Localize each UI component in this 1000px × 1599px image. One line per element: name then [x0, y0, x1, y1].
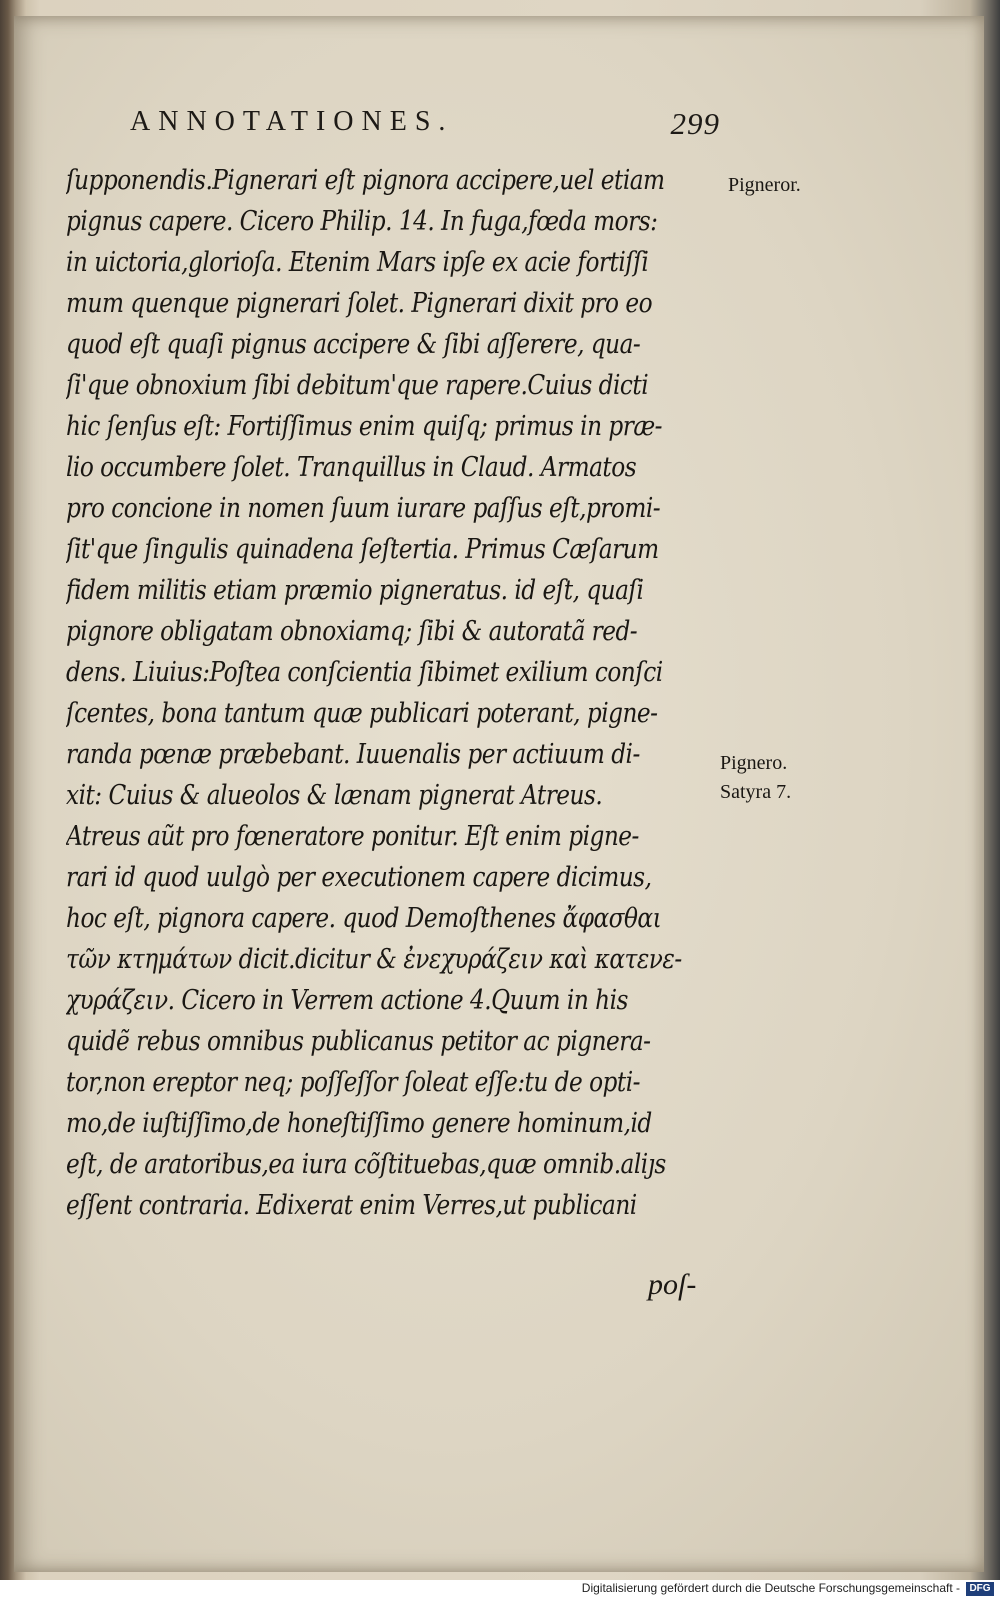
body-text: [66, 160, 716, 1226]
dfg-logo: DFG: [966, 1582, 994, 1596]
footer-bar: [0, 1580, 1000, 1599]
margin-note-pignero: Pignero.: [720, 752, 788, 774]
text-line: randa pœnæ præbebant. Iuuenalis per actiuum di-: [66, 739, 640, 770]
text-line: ſcentes, bona tantum quæ publicari poterant, pigne-: [66, 698, 658, 729]
text-line: ſupponendis.Pignerari eſt pignora accipere,uel etiam: [66, 165, 665, 196]
text-line: τῶν κτημάτων dicit.dicitur & ἐνεχυράζειν καὶ κατενε-: [66, 944, 682, 975]
text-line: hoc eſt, pignora capere. quod Demoſthenes ἄφασθαι: [66, 903, 662, 934]
text-line: quidẽ rebus omnibus publicanus petitor ac pignera-: [66, 1026, 651, 1057]
running-head: [130, 106, 720, 150]
text-line: lio occumbere ſolet. Tranquillus in Claud. Armatos: [66, 452, 637, 483]
text-line: χυράζειν. Cicero in Verrem actione 4.Quum in his: [66, 985, 628, 1016]
text-line: ſi'que obnoxium ſibi debitum'que rapere.Cuius dicti: [66, 370, 649, 401]
text-line: fidem militis etiam præmio pigneratus. id eſt, quaſi: [66, 575, 644, 606]
catchword: poſ-: [648, 1268, 697, 1301]
text-line: hic ſenſus eſt: Fortiſſimus enim quiſq; primus in præ-: [66, 411, 662, 442]
text-line: pro concione in nomen ſuum iurare paſſus eſt,promi-: [66, 493, 661, 524]
text-line: xit: Cuius & alueolos & lænam pignerat Atreus.: [66, 780, 603, 811]
page-number: 299: [670, 106, 720, 141]
text-line: pignus capere. Cicero Philip. 14. In fuga,fœda mors:: [66, 206, 658, 237]
text-line: eſſent contraria. Edixerat enim Verres,ut publicani: [66, 1190, 637, 1221]
text-line: eſt, de aratoribus,ea iura cõſtituebas,quæ omnib.aliȷs: [66, 1149, 666, 1180]
margin-note-satyra: Satyra 7.: [720, 781, 792, 803]
text-line: ſit'que ſingulis quinadena ſeſtertia. Primus Cæſarum: [66, 534, 659, 565]
text-line: mo,de iuſtiſſimo,de honeſtiſſimo genere hominum,id: [66, 1108, 652, 1139]
margin-note-pigneror: Pigneror.: [728, 174, 801, 196]
text-line: dens. Liuius:Poſtea conſcientia ſibimet exilium conſci: [66, 657, 663, 688]
text-line: mum quenque pignerari ſolet. Pignerari dixit pro eo: [66, 288, 653, 319]
text-line: Atreus aũt pro fœneratore ponitur. Eſt enim pigne-: [66, 821, 639, 852]
text-line: quod eſt quaſi pignus accipere & ſibi aſſerere, qua-: [66, 329, 641, 360]
running-title: ANNOTATIONES.: [130, 106, 454, 137]
text-line: in uictoria,glorioſa. Etenim Mars ipſe ex acie fortiſſi: [66, 247, 649, 278]
text-line: tor,non ereptor neq; poſſeſſor ſoleat eſſe:tu de opti-: [66, 1067, 640, 1098]
digitization-credit: Digitalisierung gefördert durch die Deutsche Forschungsgemeinschaft -: [581, 1581, 960, 1595]
text-line: pignore obligatam obnoxiamq; ſibi & autoratã red-: [66, 616, 638, 647]
text-line: rari id quod uulgò per executionem capere dicimus,: [66, 862, 652, 893]
